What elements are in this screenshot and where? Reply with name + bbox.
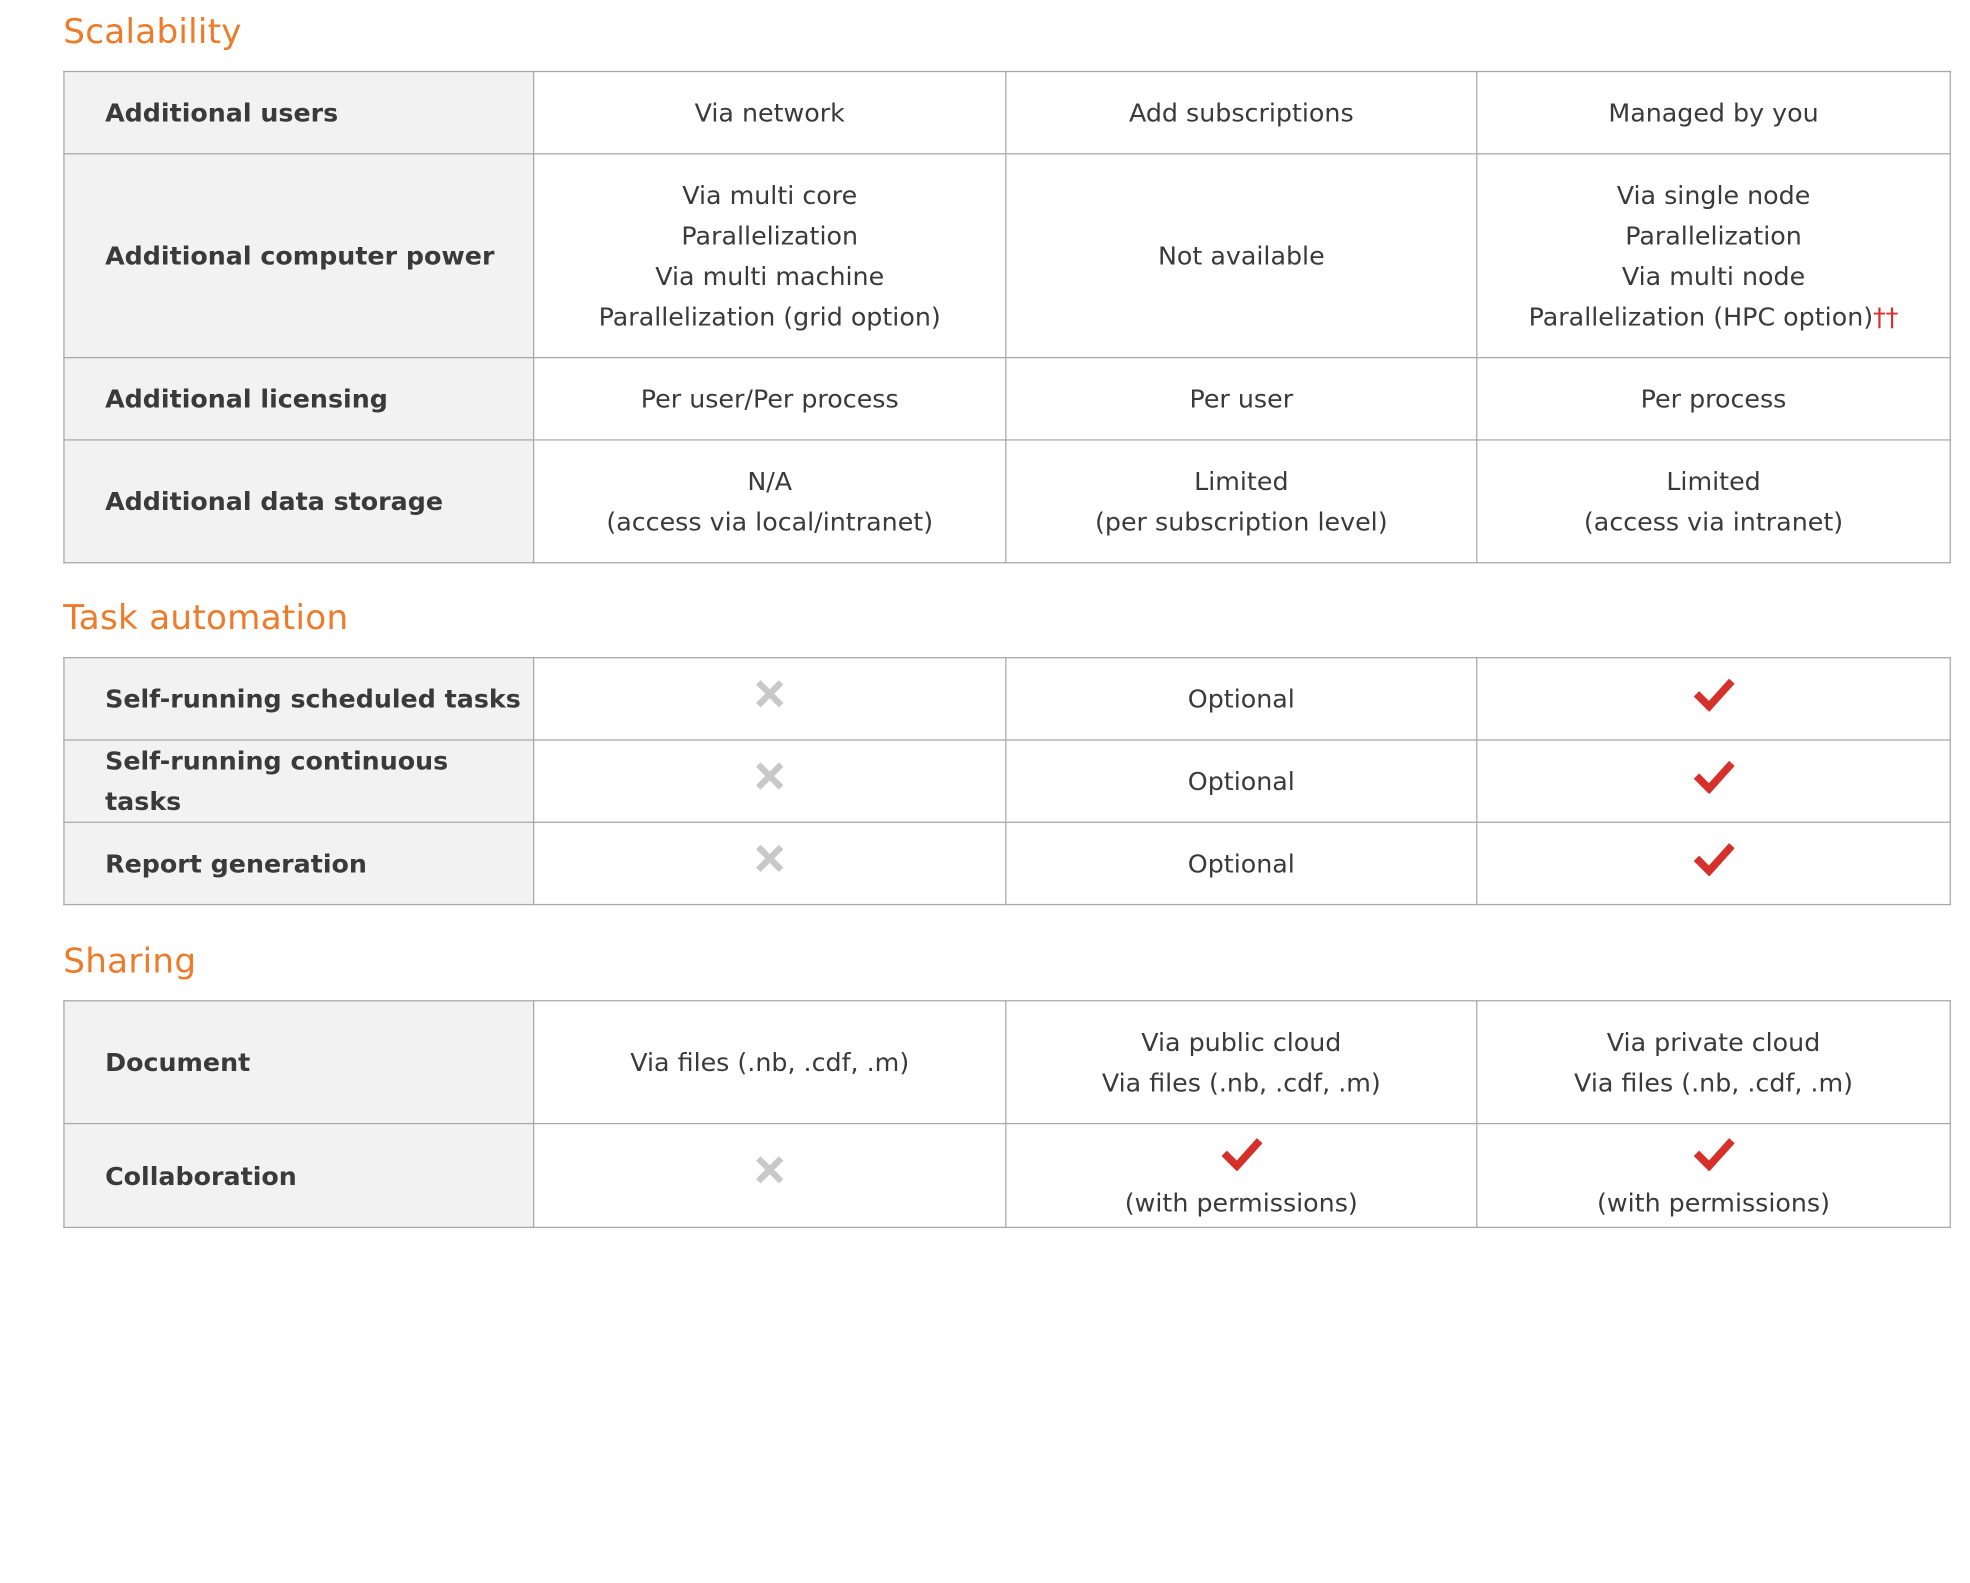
- row-label: Collaboration: [64, 1124, 534, 1228]
- cell-line: Parallelization: [1625, 220, 1802, 251]
- row-label: Additional users: [64, 72, 534, 154]
- cell-value: Optional: [1006, 740, 1477, 822]
- cell-line: (per subscription level): [1095, 506, 1388, 537]
- cell-value: [1477, 1124, 1950, 1228]
- check-icon: [1693, 840, 1734, 875]
- cell-value: [534, 740, 1006, 822]
- check-icon: [1693, 1136, 1734, 1171]
- cell-line: Parallelization (grid option): [598, 301, 941, 332]
- cell-value: [1477, 440, 1950, 563]
- cell-value: [1477, 154, 1950, 358]
- cell-line: Via multi machine: [655, 260, 885, 292]
- cell-line-text: Parallelization (HPC option): [1528, 301, 1874, 332]
- cell-value: Per process: [1477, 358, 1950, 440]
- cell-line: (access via local/intranet): [606, 506, 934, 537]
- table-row: [64, 154, 1950, 358]
- cell-line: Limited: [1666, 465, 1761, 497]
- cell-value: [1006, 1124, 1477, 1228]
- check-icon: [1693, 758, 1734, 793]
- cell-value: [1477, 740, 1950, 822]
- sharing-table: [63, 1000, 1951, 1228]
- cell-line: Via single node: [1616, 179, 1811, 211]
- cell-line: (with permissions): [1597, 1187, 1831, 1218]
- cell-value: Per user: [1006, 358, 1477, 440]
- cell-value: [1477, 658, 1950, 740]
- table-row: [64, 1001, 1950, 1124]
- cell-value: Optional: [1006, 658, 1477, 740]
- cell-value: Optional: [1006, 822, 1477, 904]
- cell-line: Via files (.nb, .cdf, .m): [1101, 1067, 1381, 1098]
- cell-value: Managed by you: [1477, 72, 1950, 154]
- check-icon: [1693, 675, 1734, 710]
- cell-line: Via multi node: [1621, 260, 1806, 292]
- check-icon: [1221, 1136, 1262, 1171]
- row-label: Report generation: [64, 822, 534, 904]
- cell-value: [534, 154, 1006, 358]
- section-title-sharing: Sharing: [63, 941, 197, 982]
- table-row: [64, 1124, 1950, 1228]
- cell-value: [1006, 440, 1477, 563]
- cell-line: [1488, 296, 1940, 337]
- cell-value: Add subscriptions: [1006, 72, 1477, 154]
- cell-value: Per user/Per process: [534, 358, 1006, 440]
- cell-line: Limited: [1194, 465, 1289, 497]
- cell-line: Via files (.nb, .cdf, .m): [1574, 1067, 1854, 1098]
- row-label: Additional computer power: [64, 154, 534, 358]
- row-label: Document: [64, 1001, 534, 1124]
- cross-icon: [753, 1153, 786, 1186]
- table-row: [64, 358, 1950, 440]
- cell-line: Via multi core: [682, 179, 858, 211]
- cell-value: Via network: [534, 72, 1006, 154]
- cross-icon: [753, 677, 786, 710]
- section-title-task-automation: Task automation: [63, 598, 349, 639]
- section-title-scalability: Scalability: [63, 12, 242, 52]
- cell-value: [1477, 1001, 1950, 1124]
- table-row: [64, 440, 1950, 563]
- table-row: [64, 658, 1950, 740]
- row-label: Additional data storage: [64, 440, 534, 563]
- cell-line: (access via intranet): [1583, 506, 1844, 537]
- scalability-table: [63, 71, 1951, 563]
- footnote-dagger: ††: [1873, 301, 1899, 332]
- cell-line: Via private cloud: [1606, 1026, 1821, 1058]
- task-automation-table: [63, 657, 1951, 905]
- cross-icon: [753, 841, 786, 874]
- table-row: [64, 72, 1950, 154]
- cell-value: [534, 1124, 1006, 1228]
- cell-value: [1477, 822, 1950, 904]
- cell-value: [534, 822, 1006, 904]
- cell-value: [534, 440, 1006, 563]
- cross-icon: [753, 759, 786, 792]
- cell-line: Via public cloud: [1141, 1026, 1342, 1058]
- row-label: Additional licensing: [64, 358, 534, 440]
- table-row: [64, 740, 1950, 822]
- cell-line: (with permissions): [1124, 1187, 1358, 1218]
- cell-value: Via files (.nb, .cdf, .m): [534, 1001, 1006, 1124]
- cell-line: N/A: [747, 465, 793, 497]
- cell-value: [1006, 1001, 1477, 1124]
- cell-line: Parallelization: [681, 220, 859, 251]
- row-label: Self-running continuous tasks: [64, 740, 534, 822]
- table-row: [64, 822, 1950, 904]
- cell-value: [534, 658, 1006, 740]
- row-label: Self-running scheduled tasks: [64, 658, 534, 740]
- cell-value: Not available: [1006, 154, 1477, 358]
